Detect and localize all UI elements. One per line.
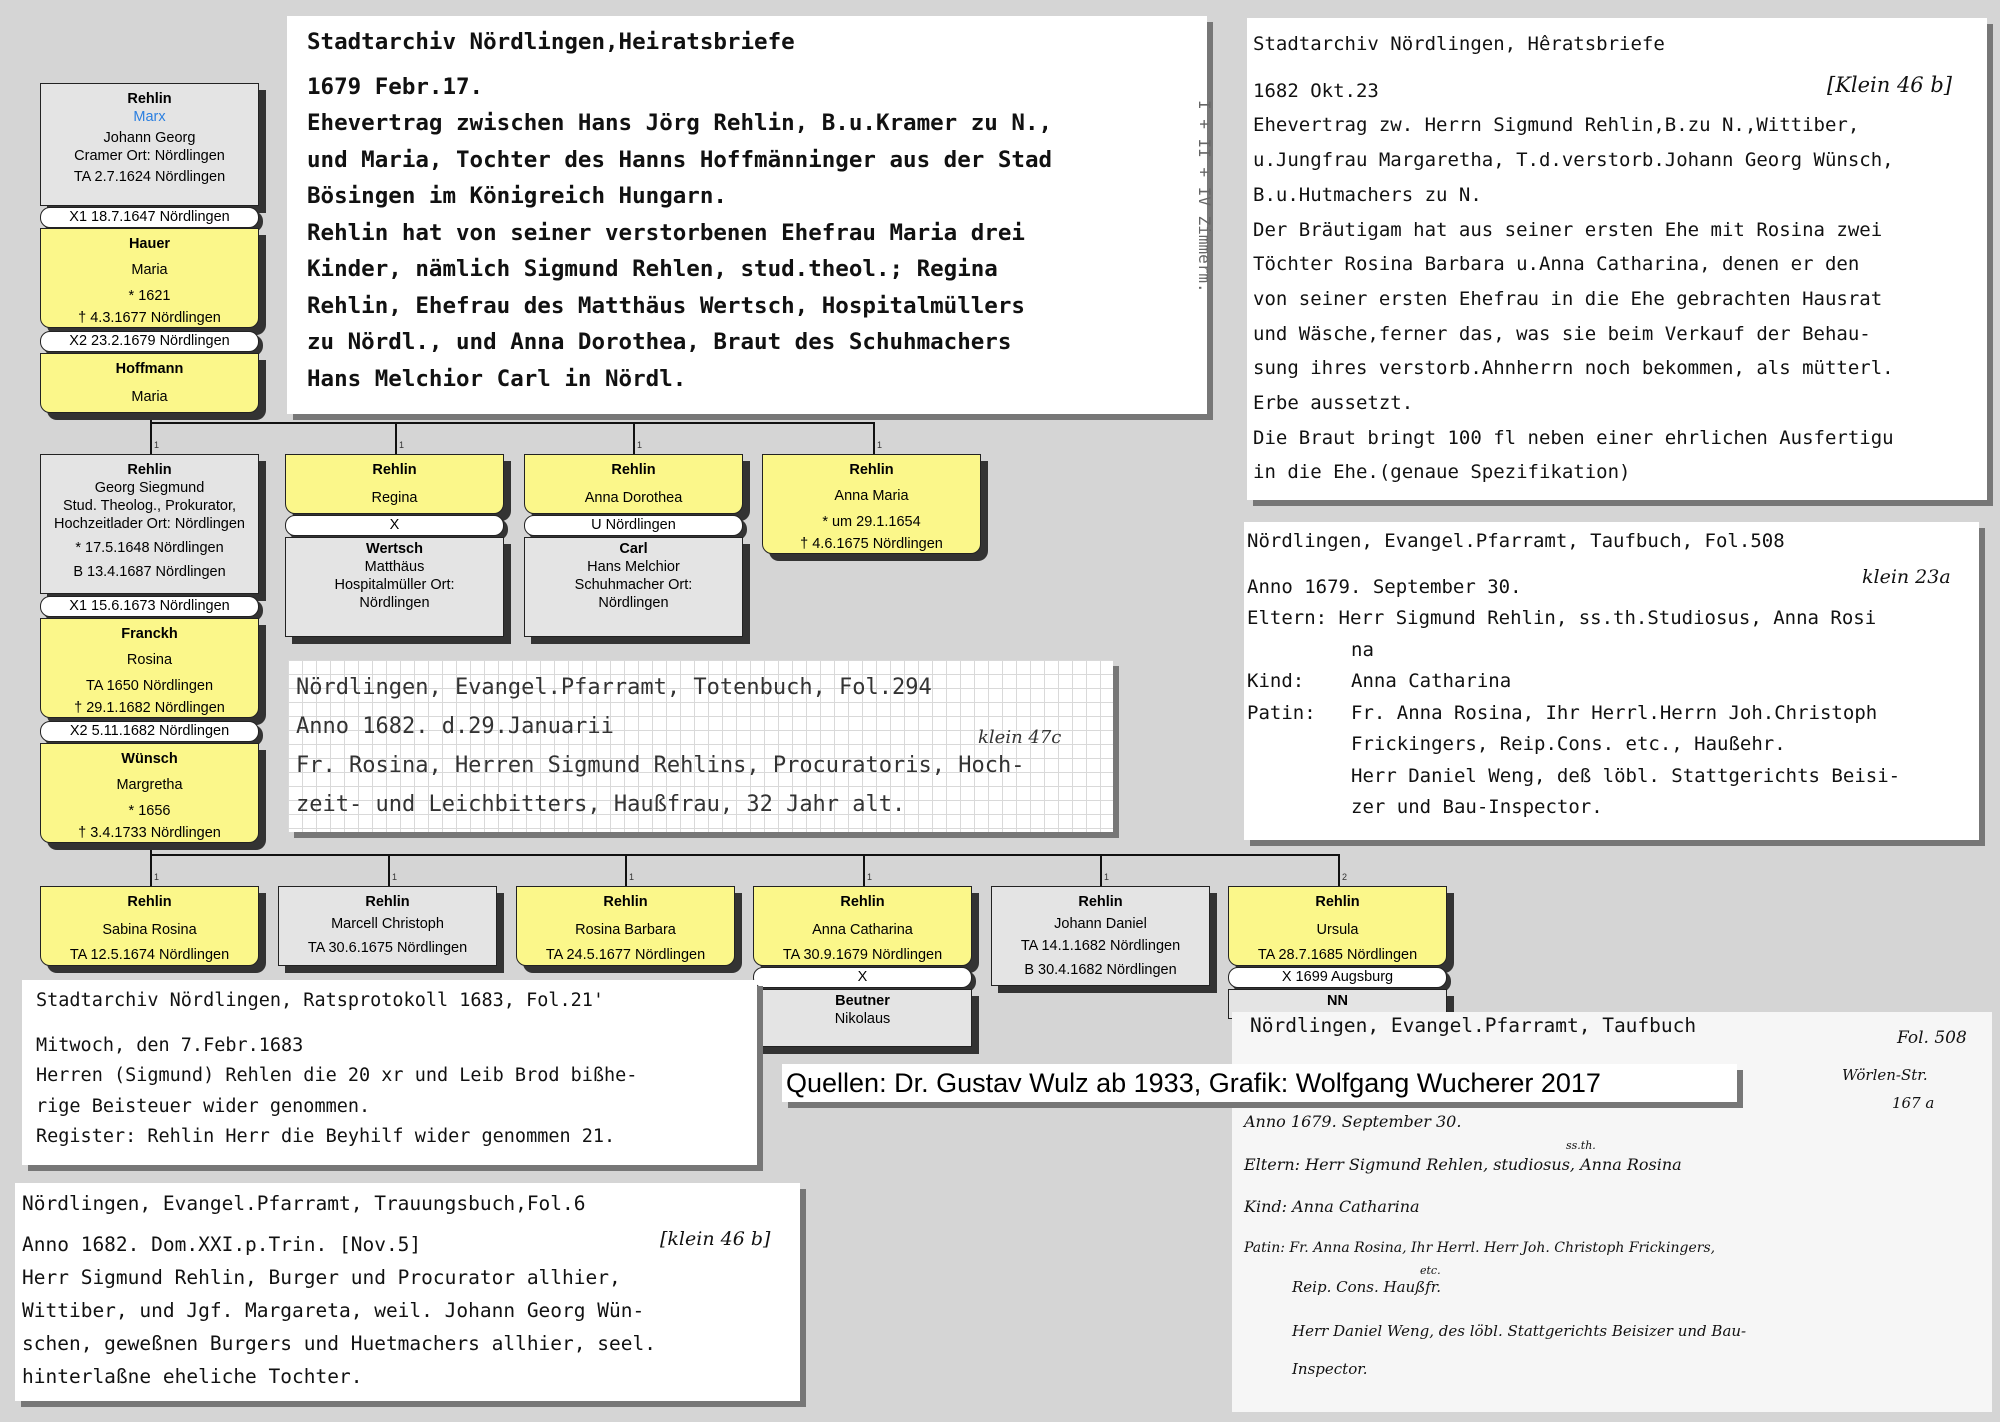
doc-line: Fr. Rosina, Herren Sigmund Rehlins, Procuratoris, Hoch- — [296, 753, 1025, 778]
event: TA 2.7.1624 Nördlingen — [73, 169, 226, 185]
person-anna-catharina[interactable] — [753, 886, 972, 966]
doc-trauungsbuch — [15, 1183, 800, 1401]
given-name: Rosina — [126, 652, 173, 668]
doc-line: Kinder, nämlich Sigmund Rehlen, stud.theol.; Regina — [307, 256, 998, 282]
doc-line: Rehlin, Ehefrau des Matthäus Wertsch, Hospitalmüllers — [307, 292, 1025, 319]
doc-line: von seiner ersten Ehefrau in die Ehe gebrachten Hausrat — [1253, 287, 1883, 310]
gen-number: 1 — [637, 440, 643, 450]
given-name: Maria — [131, 262, 168, 278]
person-johann-georg[interactable] — [40, 83, 259, 206]
hand-line: Kind: Anna Catharina — [1244, 1197, 1420, 1216]
surname: Rehlin — [365, 894, 410, 910]
doc-line: Fr. Anna Rosina, Ihr Herrl.Herrn Joh.Christoph — [1351, 701, 1878, 724]
occupation: Stud. Theolog., Prokurator, — [62, 498, 237, 514]
doc-line: Die Braut bringt 100 fl neben einer ehrlichen Ausfertigu — [1253, 426, 1894, 449]
gen-number: 1 — [154, 872, 160, 882]
given-name: Hans Melchior — [587, 559, 680, 575]
doc-line: 1679 Febr.17. — [307, 73, 484, 100]
archive-note: Wörlen-Str. — [1842, 1066, 1928, 1084]
surname: Rehlin — [127, 462, 172, 478]
doc-line: Rehlin hat von seiner verstorbenen Ehefrau Maria drei — [307, 219, 1025, 246]
marriage-label: X 1699 Augsburg — [1228, 967, 1447, 988]
doc-line: Wittiber, und Jgf. Margareta, weil. Johann Georg Wün- — [22, 1299, 645, 1322]
given-name: Johann Georg — [103, 130, 196, 146]
superscript: etc. — [1420, 1264, 1441, 1277]
doc-line: Anna Catharina — [1351, 670, 1512, 692]
doc-line: und Wäsche,ferner das, was sie beim Verkauf der Behau- — [1253, 322, 1871, 345]
surname: Carl — [619, 541, 648, 557]
superscript: ss.th. — [1566, 1139, 1596, 1152]
marriage-label: X1 18.7.1647 Nördlingen — [40, 207, 259, 228]
person-anna-maria[interactable] — [762, 454, 981, 554]
hand-line: Herr Daniel Weng, des löbl. Stattgerichts Beisizer und Bau- — [1292, 1322, 1747, 1340]
surname: Rehlin — [603, 894, 648, 910]
doc-taufbuch-508 — [1244, 522, 1979, 840]
doc-line: na — [1351, 638, 1374, 661]
marriage-label: X1 15.6.1673 Nördlingen — [40, 596, 259, 617]
doc-title: Nördlingen, Evangel.Pfarramt, Taufbuch — [1250, 1014, 1697, 1037]
given-name: Anna Maria — [834, 488, 909, 504]
doc-line: Eltern: Herr Sigmund Rehlin, ss.th.Studiosus, Anna Rosi — [1247, 607, 1877, 629]
doc-line: Anno 1679. September 30. — [1247, 575, 1522, 598]
archive-note: Fol. 508 — [1897, 1028, 1967, 1048]
doc-line: sung ihres verstorb.Ahnherrn noch bekommen, als mütterl. — [1253, 357, 1894, 380]
doc-line: Herr Daniel Weng, deß löbl. Stattgerichts Beisi- — [1351, 764, 1901, 787]
gen-number: 2 — [1342, 872, 1348, 882]
credits: Quellen: Dr. Gustav Wulz ab 1933, Grafik: Wolfgang Wucherer 2017 — [782, 1064, 1737, 1102]
hand-line: Reip. Cons. Haußfr. — [1292, 1278, 1442, 1296]
doc-line: Frickingers, Reip.Cons. etc., Haußehr. — [1351, 733, 1786, 755]
person-ursula[interactable] — [1228, 886, 1447, 966]
person-maria-hoffmann[interactable] — [40, 353, 259, 413]
event: TA 24.5.1677 Nördlingen — [545, 947, 706, 963]
person-johann-daniel[interactable] — [991, 886, 1210, 986]
hand-line: Inspector. — [1292, 1360, 1368, 1378]
doc-line: Patin: — [1247, 701, 1316, 724]
gen-number: 1 — [1104, 872, 1110, 882]
doc-line: Ehevertrag zwischen Hans Jörg Rehlin, B.u.Kramer zu N., — [307, 110, 1053, 136]
gen-number: 1 — [629, 872, 635, 882]
given-name: Matthäus — [364, 559, 425, 575]
doc-line: Ehevertrag zw. Herrn Sigmund Rehlin,B.zu N.,Wittiber, — [1253, 114, 1860, 137]
person-margretha-wuensch[interactable] — [40, 743, 259, 843]
given-name: Nikolaus — [834, 1011, 891, 1027]
doc-heiratsbrief-1682 — [1247, 18, 1987, 500]
birth: * 17.5.1648 Nördlingen — [75, 540, 224, 556]
birth: * 1656 — [128, 803, 171, 819]
doc-line: Register: Rehlin Herr die Beyhilf wider genommen 21. — [36, 1126, 616, 1147]
occupation: Hospitalmüller Ort: — [334, 577, 455, 593]
doc-line: Der Bräutigam hat aus seiner ersten Ehe mit Rosina zwei — [1253, 218, 1883, 241]
archive-note: klein 47c — [978, 727, 1062, 748]
birth: * um 29.1.1654 — [822, 514, 921, 530]
doc-title: Stadtarchiv Nördlingen,Heiratsbriefe — [307, 29, 795, 55]
doc-line: zu Nördl., und Anna Dorothea, Braut des Schuhmachers — [307, 329, 1012, 355]
surname: Hauer — [128, 236, 171, 252]
given-name: Anna Catharina — [812, 922, 913, 938]
person-georg-siegmund[interactable] — [40, 454, 259, 594]
birth: * 1621 — [128, 288, 171, 304]
surname: Rehlin — [372, 462, 417, 478]
hand-line: Patin: Fr. Anna Rosina, Ihr Herrl. Herr Joh. Christoph Frickingers, — [1244, 1240, 1716, 1256]
marriage-label: X — [753, 967, 972, 988]
given-name: Anna Dorothea — [584, 490, 683, 506]
gen-number: 1 — [392, 872, 398, 882]
doc-line: Hans Melchior Carl in Nördl. — [307, 365, 687, 392]
death: † 4.6.1675 Nördlingen — [800, 536, 943, 552]
surname: Rehlin — [611, 462, 656, 478]
connector-ursula — [1338, 854, 1340, 886]
gen-number: 1 — [154, 440, 160, 450]
doc-title: Nördlingen, Evangel.Pfarramt, Trauungsbuch,Fol.6 — [22, 1192, 586, 1215]
connector-rosinab — [625, 854, 627, 886]
doc-line: rige Beisteuer wider genommen. — [36, 1095, 371, 1117]
event: TA 30.6.1675 Nördlingen — [307, 940, 468, 956]
person-maria-hauer[interactable] — [40, 228, 259, 328]
gen-number: 1 — [399, 440, 405, 450]
marriage-label: X2 23.2.1679 Nördlingen — [40, 331, 259, 352]
connector-annac — [863, 854, 865, 886]
doc-heiratsbrief-1679 — [287, 16, 1207, 414]
place: Nördlingen — [359, 595, 430, 611]
archive-note: [Klein 46 b] — [1827, 73, 1952, 97]
hand-line: Eltern: Herr Sigmund Rehlen, studiosus, Anna Rosina — [1244, 1155, 1682, 1174]
doc-line: Anno 1682. Dom.XXI.p.Trin. [Nov.5] — [22, 1233, 422, 1256]
marriage-label: U Nördlingen — [524, 515, 743, 536]
doc-line: u.Jungfrau Margaretha, T.d.verstorb.Johann Georg Wünsch, — [1253, 149, 1894, 172]
spouse-wertsch[interactable] — [285, 537, 504, 637]
person-rosina-barbara[interactable] — [516, 886, 735, 966]
connector-marcell — [388, 854, 390, 886]
archive-note: 167 a — [1892, 1094, 1935, 1112]
surname: Wertsch — [366, 541, 423, 557]
burial: B 13.4.1687 Nördlingen — [73, 564, 226, 580]
doc-ratsprotokoll — [22, 980, 757, 1165]
surname: Rehlin — [1315, 894, 1360, 910]
spouse-beutner[interactable] — [753, 989, 972, 1047]
event: TA 1650 Nördlingen — [85, 678, 214, 694]
side-text: I + II + IV Zimmerm. — [1195, 100, 1214, 293]
given-name: Regina — [371, 490, 418, 506]
marriage-label: X — [285, 515, 504, 536]
event: TA 14.1.1682 Nördlingen — [1020, 938, 1181, 954]
given-name: Maria — [131, 389, 168, 405]
archive-note: klein 23a — [1862, 566, 1951, 588]
doc-line: und Maria, Tochter des Hanns Hoffmänninger aus der Stad — [307, 146, 1053, 173]
person-rosina-franckh[interactable] — [40, 618, 259, 718]
doc-line: hinterlaßne eheliche Tochter. — [22, 1365, 363, 1388]
doc-line: Mitwoch, den 7.Febr.1683 — [36, 1034, 304, 1056]
doc-line: Bösingen im Königreich Hungarn. — [307, 183, 727, 209]
occupation: Hochzeitlader Ort: Nördlingen — [53, 516, 245, 532]
given-name: Johann Daniel — [1054, 916, 1147, 932]
surname: Franckh — [121, 626, 178, 642]
doc-title: Nördlingen, Evangel.Pfarramt, Taufbuch, Fol.508 — [1247, 530, 1785, 552]
surname: Rehlin — [127, 91, 172, 107]
surname: Rehlin — [849, 462, 894, 478]
doc-line: in die Ehe.(genaue Spezifikation) — [1253, 461, 1631, 484]
gen-number: 1 — [867, 872, 873, 882]
burial: B 30.4.1682 Nördlingen — [1024, 962, 1177, 978]
doc-line: Herr Sigmund Rehlin, Burger und Procurator allhier, — [22, 1266, 621, 1289]
surname: Hoffmann — [115, 361, 184, 377]
connector-gen2 — [150, 854, 1340, 856]
surname: NN — [1327, 993, 1348, 1009]
doc-line: Herren (Sigmund) Rehlen die 20 xr und Leib Brod bißhe- — [36, 1065, 638, 1086]
archive-note: [klein 46 b] — [660, 1228, 771, 1250]
event: TA 28.7.1685 Nördlingen — [1257, 947, 1418, 963]
person-sabina-rosina[interactable] — [40, 886, 259, 966]
spouse-carl[interactable] — [524, 537, 743, 637]
doc-line: 1682 Okt.23 — [1253, 79, 1379, 102]
given-name: Rosina Barbara — [575, 922, 676, 938]
doc-line: Kind: — [1247, 670, 1305, 692]
doc-line: schen, geweßnen Burgers und Huetmachers allhier, seel. — [22, 1332, 656, 1355]
given-name: Margretha — [116, 777, 183, 793]
marriage-label: X2 5.11.1682 Nördlingen — [40, 721, 259, 742]
surname: Wünsch — [121, 751, 178, 767]
person-marcell-christoph[interactable] — [278, 886, 497, 966]
given-name: Ursula — [1316, 922, 1359, 938]
death: † 29.1.1682 Nördlingen — [74, 700, 225, 716]
gen-number: 1 — [877, 440, 883, 450]
connector-johannd — [1100, 854, 1102, 886]
connector-georg — [150, 422, 152, 454]
alias: Marx — [133, 109, 166, 125]
doc-title: Nördlingen, Evangel.Pfarramt, Totenbuch, Fol.294 — [296, 675, 932, 700]
connector-regina — [395, 422, 397, 454]
doc-line: zeit- und Leichbitters, Haußfrau, 32 Jahr alt. — [296, 792, 906, 817]
surname: Rehlin — [840, 894, 885, 910]
place: Nördlingen — [598, 595, 669, 611]
doc-line: Erbe aussetzt. — [1253, 392, 1414, 415]
connector-gen1 — [150, 422, 875, 424]
occupation: Cramer Ort: Nördlingen — [74, 148, 225, 164]
doc-title: Stadtarchiv Nördlingen, Hêratsbriefe — [1253, 33, 1665, 55]
person-anna-dorothea[interactable] — [524, 454, 743, 514]
connector-annamaria — [873, 422, 875, 454]
hand-line: Anno 1679. September 30. — [1244, 1112, 1462, 1131]
doc-line: zer und Bau-Inspector. — [1351, 796, 1603, 818]
connector-dorothea — [633, 422, 635, 454]
doc-totenbuch — [288, 660, 1113, 832]
doc-line: Töchter Rosina Barbara u.Anna Catharina, denen er den — [1253, 253, 1860, 276]
doc-title: Stadtarchiv Nördlingen, Ratsprotokoll 1683, Fol.21' — [36, 990, 605, 1011]
person-regina[interactable] — [285, 454, 504, 514]
occupation: Schuhmacher Ort: — [574, 577, 693, 593]
surname: Beutner — [835, 993, 890, 1009]
event: TA 12.5.1674 Nördlingen — [69, 947, 230, 963]
death: † 4.3.1677 Nördlingen — [78, 310, 221, 326]
given-name: Marcell Christoph — [331, 916, 444, 932]
surname: Rehlin — [1078, 894, 1123, 910]
given-name: Sabina Rosina — [102, 922, 197, 938]
given-name: Georg Siegmund — [94, 480, 205, 496]
doc-line: Anno 1682. d.29.Januarii — [296, 714, 614, 739]
event: TA 30.9.1679 Nördlingen — [782, 947, 943, 963]
connector-sabina — [150, 854, 152, 886]
doc-line: B.u.Hutmachers zu N. — [1253, 183, 1482, 206]
surname: Rehlin — [127, 894, 172, 910]
death: † 3.4.1733 Nördlingen — [78, 825, 221, 841]
